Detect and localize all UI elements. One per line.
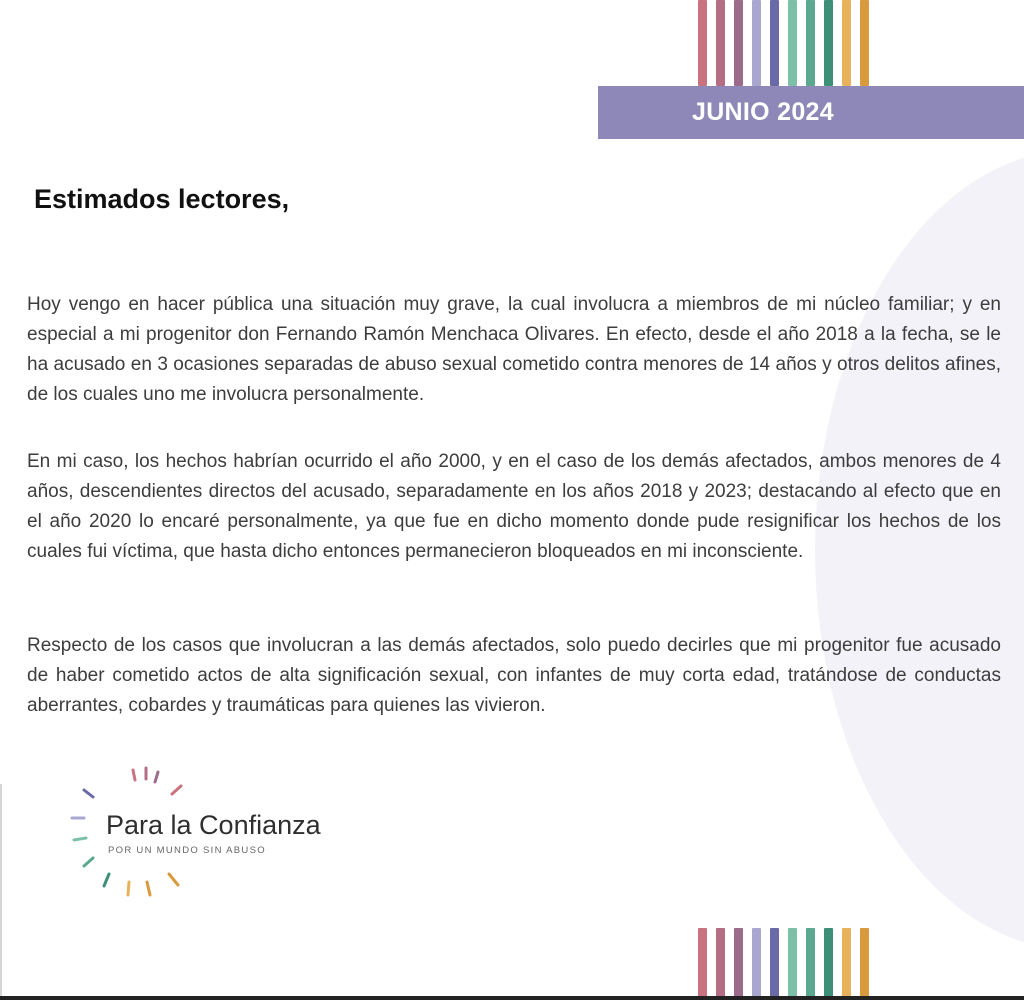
letter-paragraph-2: En mi caso, los hechos habrían ocurrido el año 2000, y en el caso de los demás afectados, ambos menores de 4 años, descendientes directos del acusado, separadamente en los años 2018 y 2023; destacando al efecto que en el año 2020 lo encaré personalmente, ya que fue en dicho momento donde pude resignificar los hechos de los cuales fui víctima, que hasta dicho entonces permanecieron bloqueados en mi inconsciente. [27, 451, 1001, 562]
decorative-stripe [788, 0, 797, 86]
letter-paragraph-1: Hoy vengo en hacer pública una situación muy grave, la cual involucra a miembros de mi núcleo familiar; y en especial a mi progenitor don Fernando Ramón Menchaca Olivares. En efecto, desde el año 2018 a la fecha, se le ha acusado en 3 ocasiones separadas de abuso sexual cometido contra menores de 14 años y otros delitos afines, de los cuales uno me involucra personalmente. [27, 294, 1001, 405]
decorative-stripe [734, 0, 743, 86]
decorative-stripe [716, 928, 725, 1000]
logo-tagline: POR UN MUNDO SIN ABUSO [108, 845, 266, 856]
decorative-stripe [734, 928, 743, 1000]
bottom-rule [0, 996, 1024, 1000]
decorative-stripe [752, 0, 761, 86]
decorative-stripe [770, 928, 779, 1000]
issue-date: JUNIO 2024 [692, 98, 834, 126]
decorative-stripe [698, 0, 707, 86]
decorative-stripes-bottom [698, 928, 878, 1000]
decorative-stripes-top [698, 0, 878, 86]
decorative-stripe [752, 928, 761, 1000]
logo-name: Para la Confianza [106, 810, 321, 840]
decorative-stripe [842, 928, 851, 1000]
decorative-stripe [716, 0, 725, 86]
frame-line [0, 784, 6, 1000]
decorative-stripe [824, 0, 833, 86]
decorative-stripe [860, 0, 869, 86]
decorative-stripe [842, 0, 851, 86]
decorative-stripe [806, 928, 815, 1000]
letter-paragraph-3: Respecto de los casos que involucran a las demás afectados, solo puedo decirles que mi progenitor fue acusado de haber cometido actos de alta significación sexual, con infantes de muy corta edad, tratándose de conductas aberrantes, cobardes y traumáticas para quienes las vivieron. [27, 635, 1001, 716]
decorative-stripe [788, 928, 797, 1000]
letter-greeting: Estimados lectores, [34, 184, 290, 214]
decorative-stripe [860, 928, 869, 1000]
decorative-stripe [698, 928, 707, 1000]
decorative-stripe [824, 928, 833, 1000]
decorative-stripe [806, 0, 815, 86]
decorative-stripe [770, 0, 779, 86]
